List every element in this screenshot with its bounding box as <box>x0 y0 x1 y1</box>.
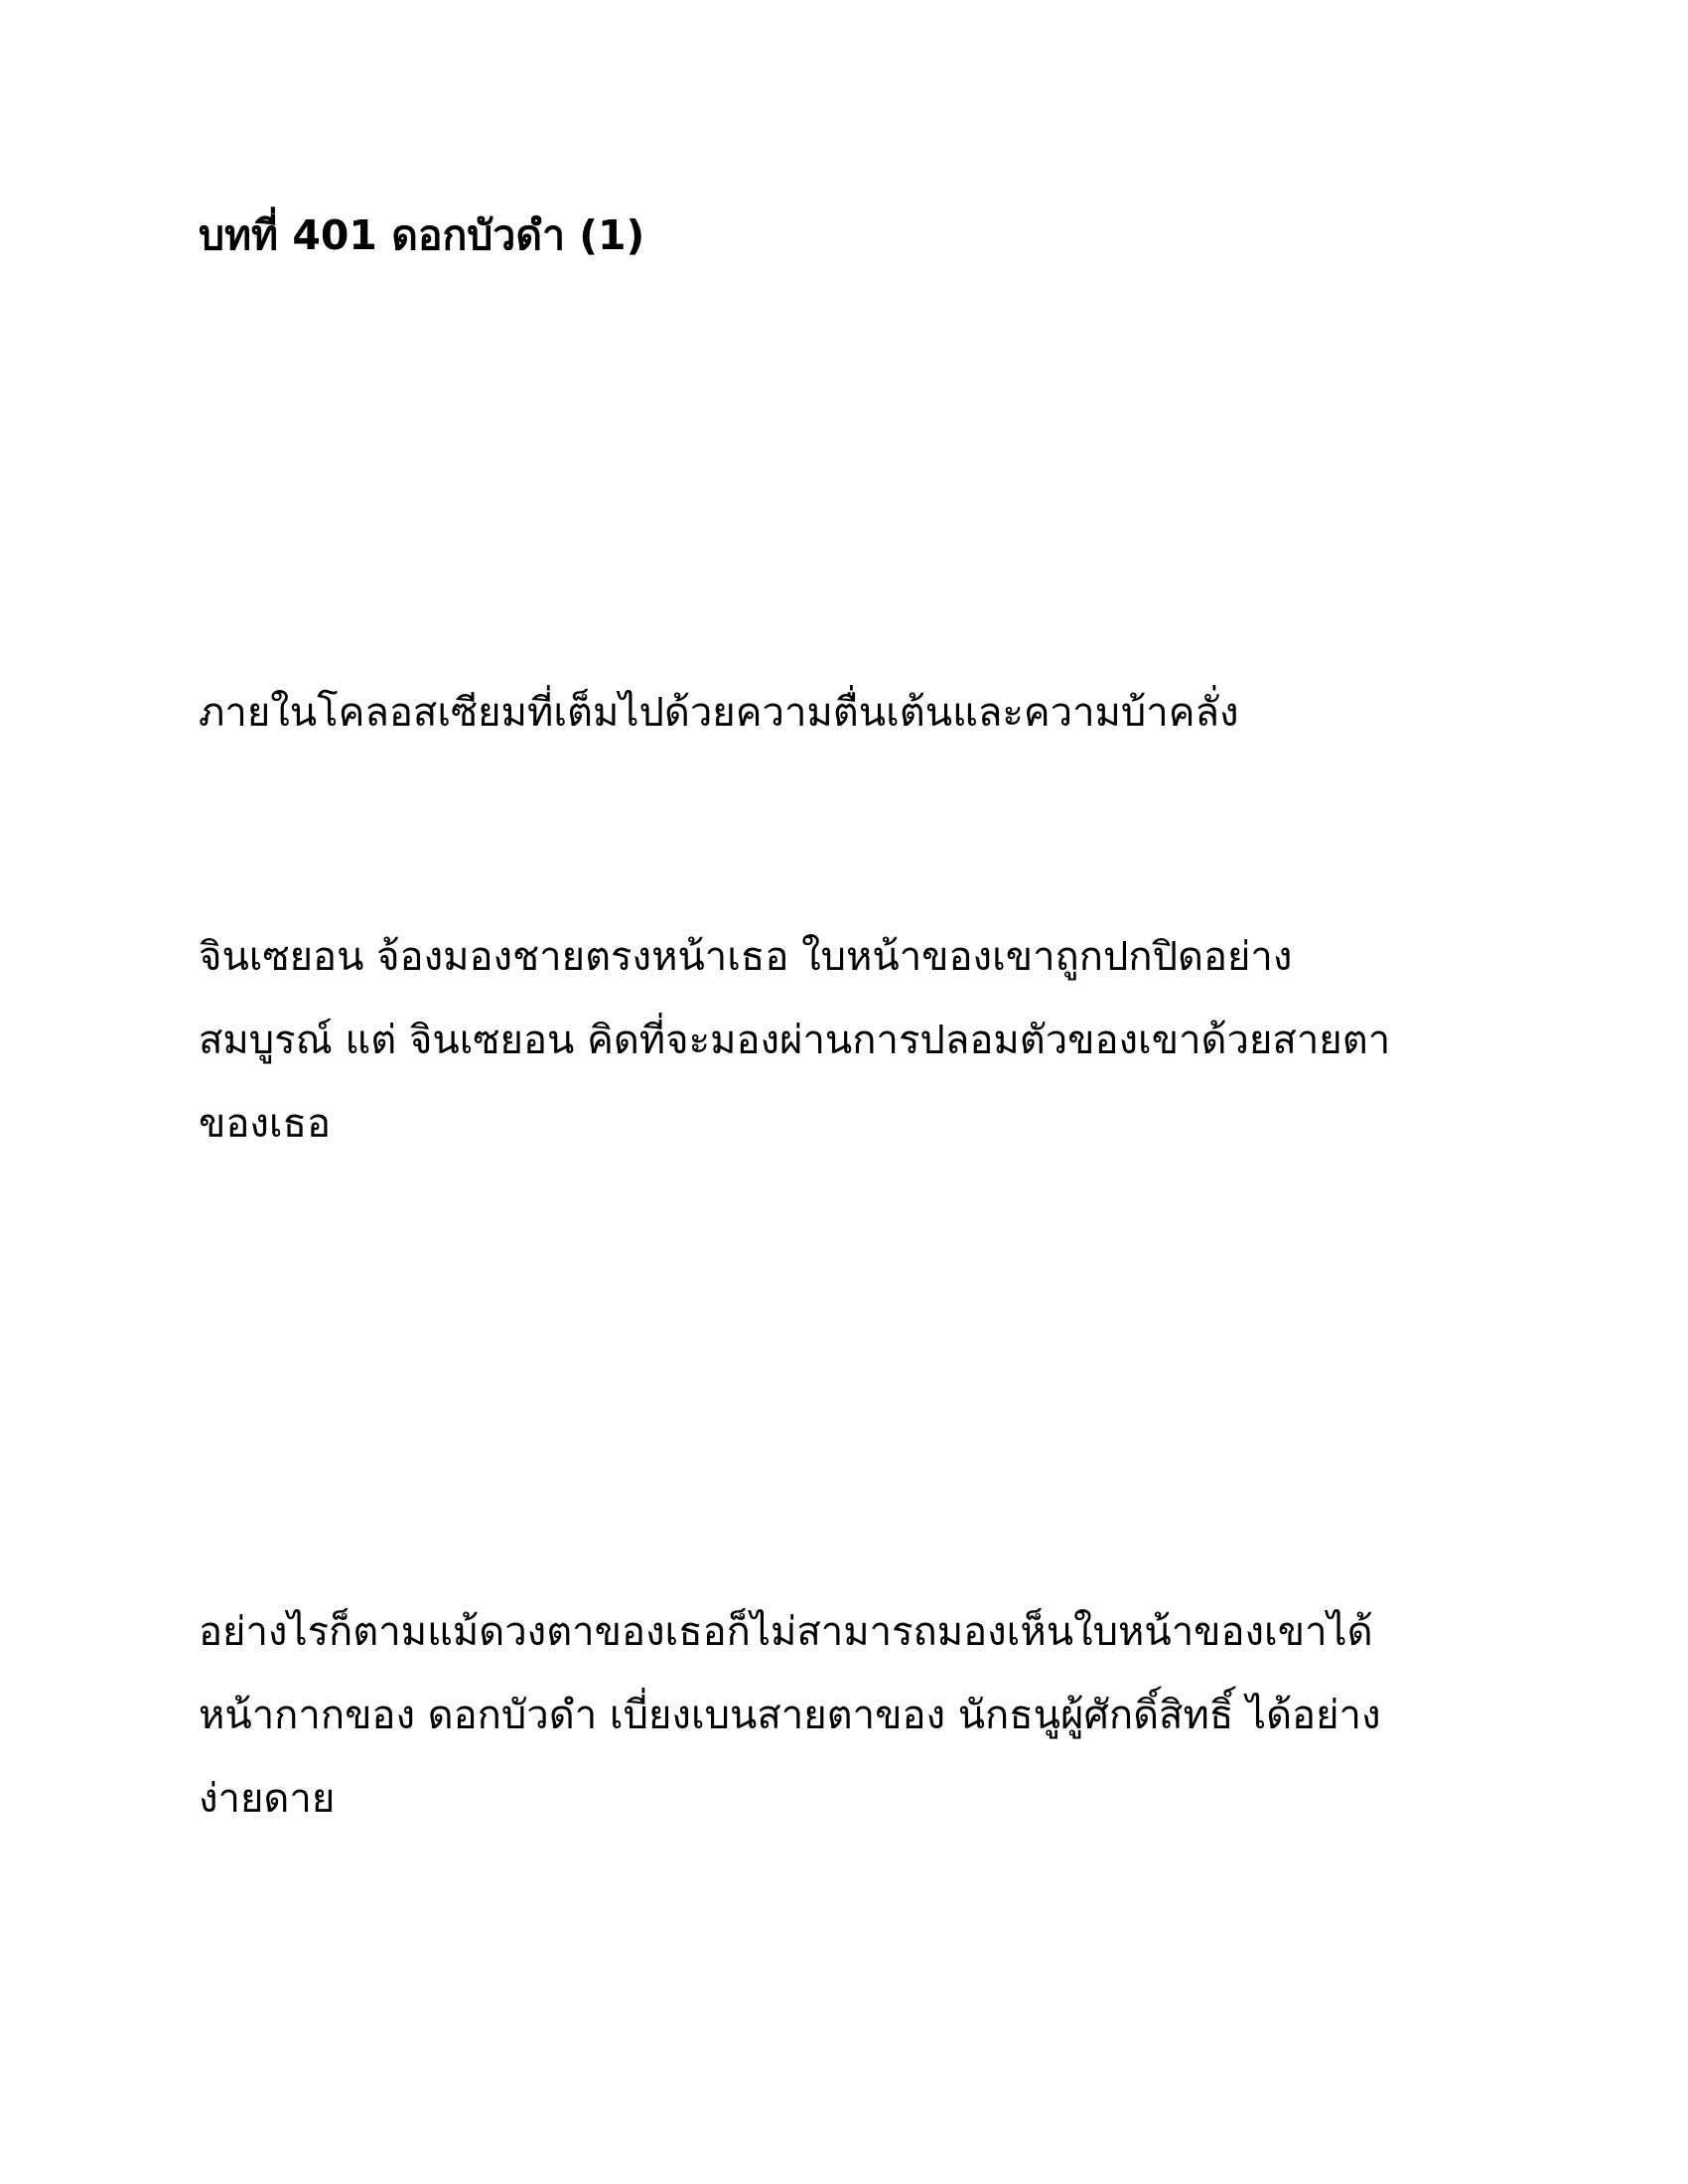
paragraph-line: จินเซยอน จ้องมองชายตรงหน้าเธอ ใบหน้าของเขาถูกปกปิดอย่าง <box>199 934 1293 980</box>
paragraph-line: อย่างไรก็ตามแม้ดวงตาของเธอก็ไม่สามารถมองเห็นใบหน้าของเขาได้ <box>199 1609 1373 1655</box>
paragraph-black-lotus-mask <box>199 1590 1489 1841</box>
paragraph-jin-seyeon-stare <box>199 915 1489 1165</box>
chapter-title: บทที่ 401 ดอกบัวดำ (1) <box>199 211 645 259</box>
paragraph-line: ภายในโคลอสเซียมที่เต็มไปด้วยความตื่นเต้นและความบ้าคลั่ง <box>199 690 1239 736</box>
paragraph-line: ของเธอ <box>199 1101 332 1147</box>
paragraph-line: ง่ายดาย <box>199 1776 336 1822</box>
paragraph-line: สมบูรณ์ แต่ จินเซยอน คิดที่จะมองผ่านการปลอมตัวของเขาด้วยสายตา <box>199 1018 1391 1063</box>
paragraph-line: หน้ากากของ ดอกบัวดำ เบี่ยงเบนสายตาของ นักธนูผู้ศักดิ์สิทธิ์ ได้อย่าง <box>199 1693 1381 1738</box>
paragraph-colosseum <box>199 671 1489 754</box>
